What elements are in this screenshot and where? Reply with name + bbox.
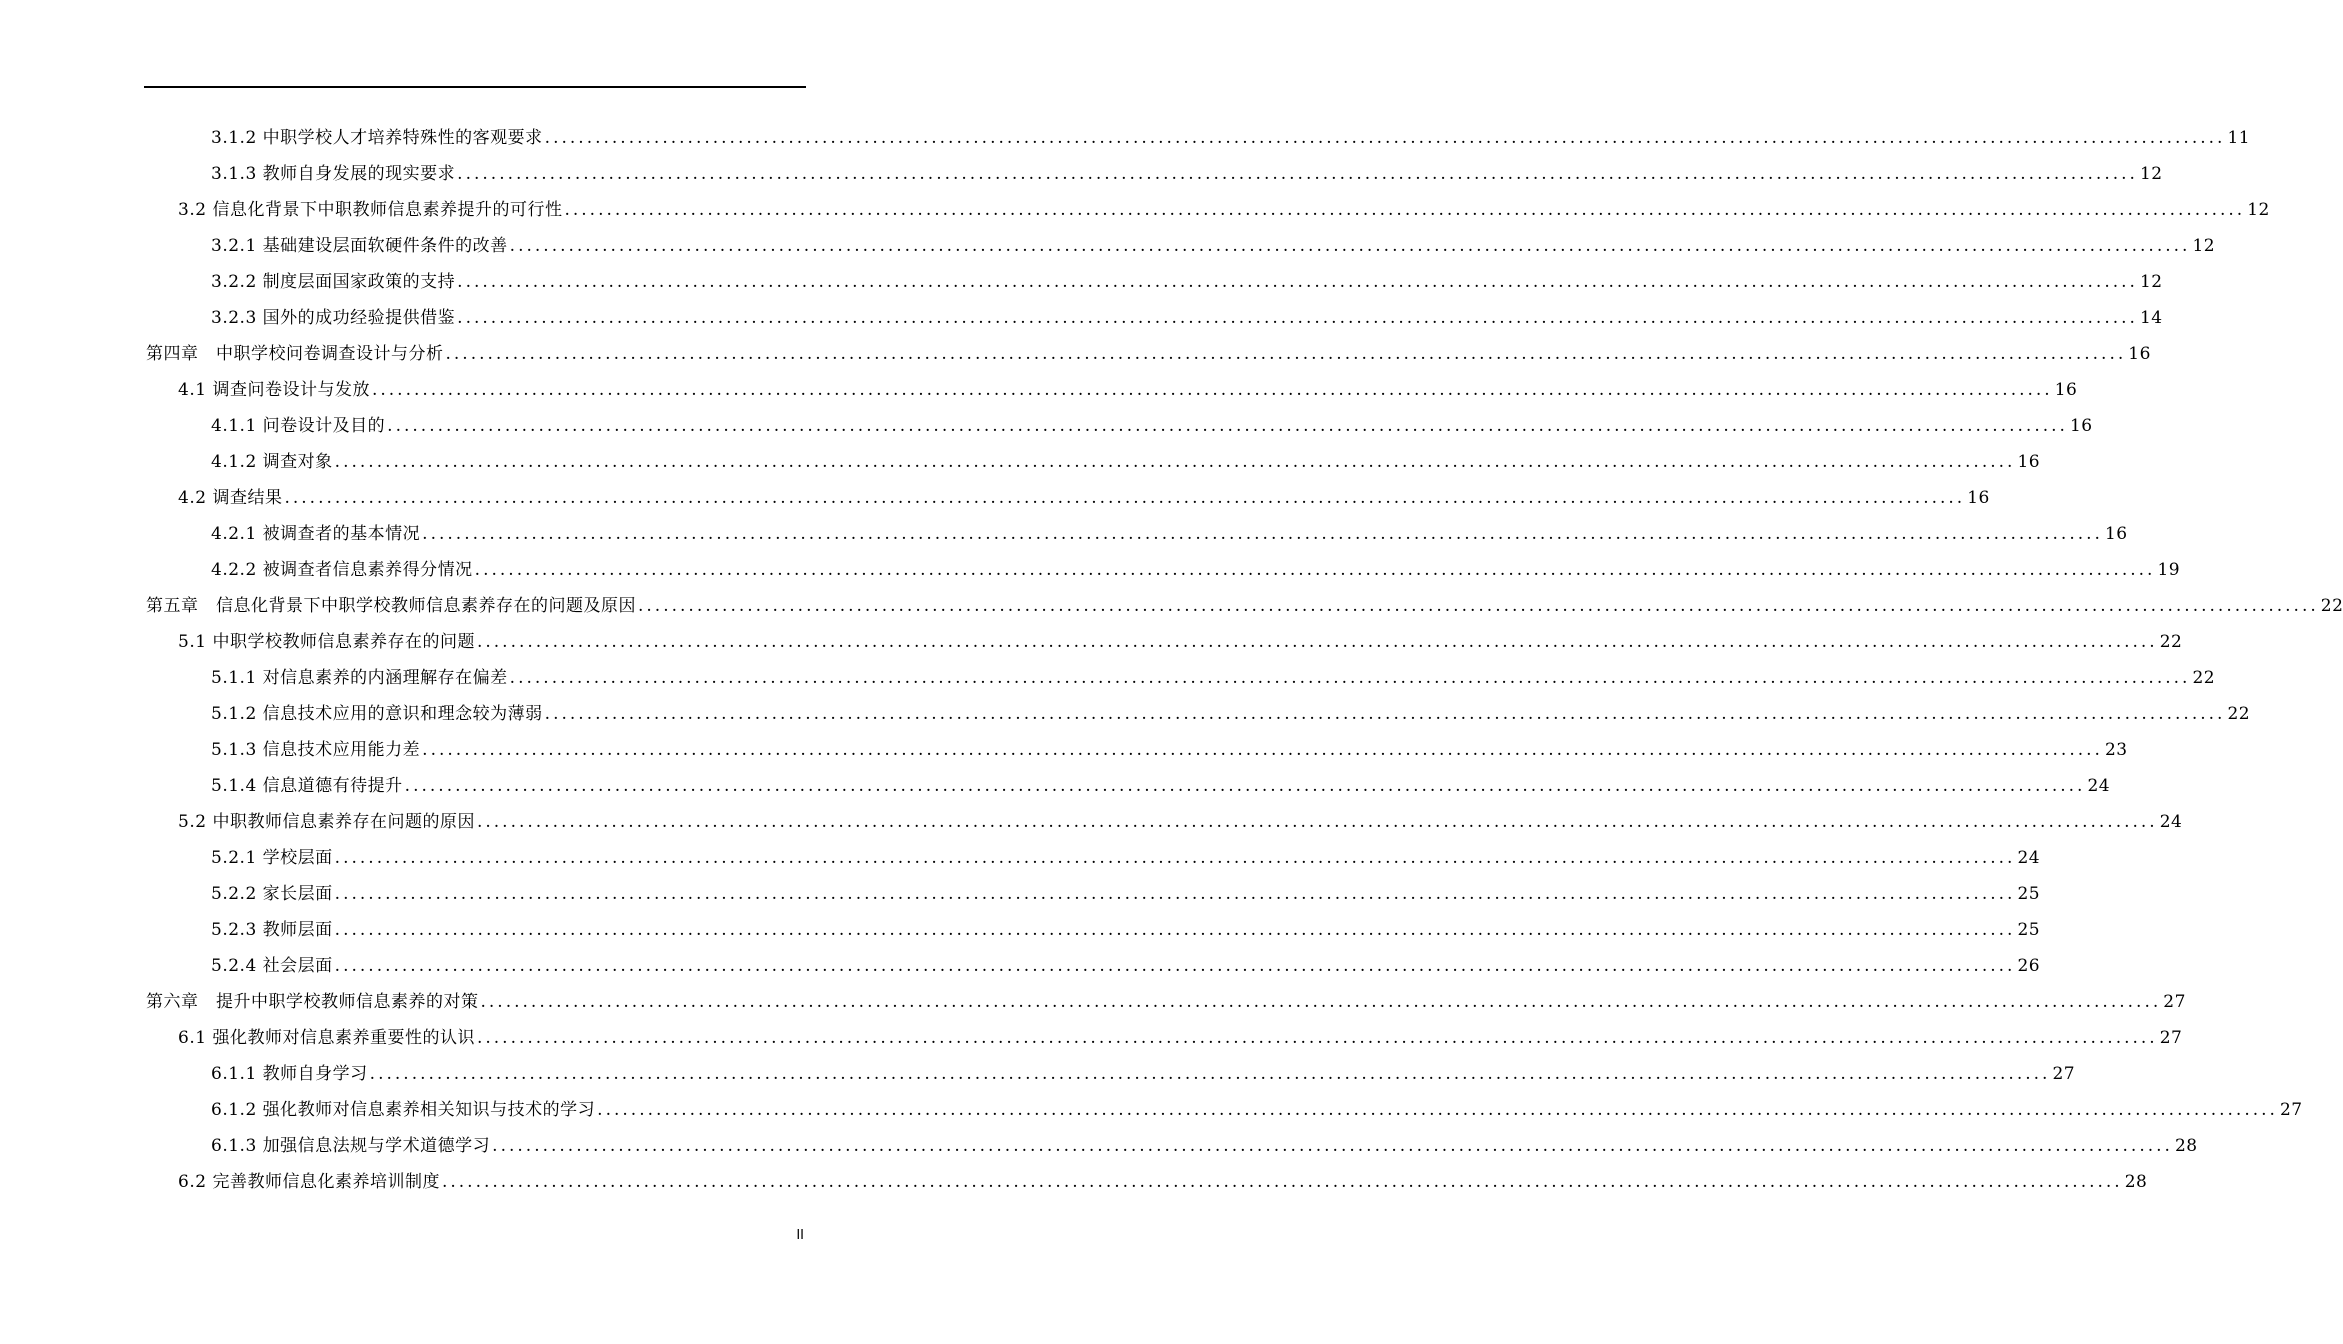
toc-entry-page: 14 [2139,308,2163,328]
toc-entry-title: 3.1.2 中职学校人才培养特殊性的客观要求 [211,128,543,148]
toc-entry[interactable] [178,192,2270,228]
toc-dot-leader: ........................................................................................................................................................................................................ [422,740,2103,760]
toc-entry-page: 22 [2192,668,2216,688]
toc-entry[interactable] [211,840,2041,876]
toc-entry-title: 6.2 完善教师信息化素养培训制度 [178,1172,440,1192]
toc-entry-title: 5.2 中职教师信息素养存在问题的原因 [178,812,475,832]
toc-entry[interactable] [211,732,2128,768]
toc-entry-title: 4.2.2 被调查者信息素养得分情况 [211,560,473,580]
toc-entry[interactable] [211,1128,2198,1164]
toc-dot-leader: ........................................................................................................................................................................................................ [544,128,2226,148]
toc-entry[interactable] [211,912,2041,948]
toc-entry[interactable] [211,228,2216,264]
toc-entry-page: 11 [2227,128,2251,148]
toc-entry-title: 4.1.1 问卷设计及目的 [211,416,386,436]
toc-entry-page: 22 [2159,632,2183,652]
toc-entry-page: 16 [1967,488,1990,508]
toc-entry-title: 4.1.2 调查对象 [211,452,333,472]
toc-dot-leader: ........................................................................................................................................................................................................ [334,920,2016,940]
toc-entry-title: 第四章 中职学校问卷调查设计与分析 [146,344,444,364]
toc-entry-title: 4.1 调查问卷设计与发放 [178,380,370,400]
toc-entry-title: 4.2.1 被调查者的基本情况 [211,524,421,544]
toc-dot-leader: ........................................................................................................................................................................................................ [509,236,2191,256]
page-number: II [796,1228,804,1243]
toc-entry-title: 第六章 提升中职学校教师信息素养的对策 [146,992,479,1012]
toc-entry-title: 5.2.2 家长层面 [211,884,333,904]
toc-entry-title: 5.1.2 信息技术应用的意识和理念较为薄弱 [211,704,543,724]
toc-dot-leader: ........................................................................................................................................................................................................ [387,416,2068,436]
toc-entry[interactable] [211,120,2251,156]
toc-entry[interactable] [146,588,2343,624]
toc-entry-page: 24 [2017,848,2041,868]
toc-entry-page: 25 [2017,920,2041,940]
toc-dot-leader: ........................................................................................................................................................................................................ [369,1064,2051,1084]
toc-entry[interactable] [211,300,2163,336]
toc-entry-title: 第五章 信息化背景下中职学校教师信息素养存在的问题及原因 [146,596,636,616]
toc-entry-title: 3.1.3 教师自身发展的现实要求 [211,164,456,184]
toc-entry-page: 23 [2104,740,2128,760]
toc-entry[interactable] [178,624,2183,660]
toc-entry[interactable] [178,372,2078,408]
toc-dot-leader: ........................................................................................................................................................................................................ [441,1172,2123,1192]
toc-entry-page: 24 [2087,776,2111,796]
toc-dot-leader: ........................................................................................................................................................................................................ [476,632,2158,652]
toc-dot-leader: ........................................................................................................................................................................................................ [492,1136,2173,1156]
toc-entry-page: 16 [2017,452,2041,472]
toc-dot-leader: ........................................................................................................................................................................................................ [334,452,2016,472]
toc-entry[interactable] [211,1092,2303,1128]
toc-entry-page: 12 [2139,164,2163,184]
toc-entry[interactable] [178,1020,2183,1056]
toc-entry-title: 3.2.3 国外的成功经验提供借鉴 [211,308,456,328]
toc-dot-leader: ........................................................................................................................................................................................................ [404,776,2086,796]
toc-dot-leader: ........................................................................................................................................................................................................ [476,812,2158,832]
toc-entry-title: 3.2.2 制度层面国家政策的支持 [211,272,456,292]
toc-entry-page: 12 [2139,272,2163,292]
toc-entry[interactable] [211,660,2216,696]
toc-entry[interactable] [211,948,2041,984]
toc-dot-leader: ........................................................................................................................................................................................................ [480,992,2162,1012]
toc-dot-leader: ........................................................................................................................................................................................................ [422,524,2103,544]
toc-entry[interactable] [211,876,2041,912]
toc-entry-title: 4.2 调查结果 [178,488,283,508]
toc-dot-leader: ........................................................................................................................................................................................................ [597,1100,2278,1120]
header-rule [144,86,806,88]
toc-entry[interactable] [146,984,2186,1020]
toc-entry-page: 27 [2159,1028,2183,1048]
toc-dot-leader: ........................................................................................................................................................................................................ [638,596,2319,616]
toc-entry-page: 16 [2104,524,2128,544]
toc-dot-leader: ........................................................................................................................................................................................................ [476,1028,2158,1048]
toc-entry-page: 12 [2192,236,2216,256]
toc-entry[interactable] [211,408,2093,444]
toc-entry[interactable] [178,1164,2148,1200]
toc-entry-page: 22 [2320,596,2343,616]
toc-dot-leader: ........................................................................................................................................................................................................ [371,380,2053,400]
toc-dot-leader: ........................................................................................................................................................................................................ [334,848,2016,868]
toc-entry[interactable] [211,696,2251,732]
toc-entry[interactable] [178,480,1990,516]
toc-entry[interactable] [146,336,2151,372]
toc-entry[interactable] [211,444,2041,480]
toc-entry-page: 16 [2128,344,2151,364]
toc-entry-page: 24 [2159,812,2183,832]
toc-entry[interactable] [211,552,2181,588]
toc-dot-leader: ........................................................................................................................................................................................................ [284,488,1966,508]
toc-dot-leader: ........................................................................................................................................................................................................ [334,884,2016,904]
toc-dot-leader: ........................................................................................................................................................................................................ [334,956,2016,976]
toc-entry-page: 26 [2017,956,2041,976]
toc-dot-leader: ........................................................................................................................................................................................................ [509,668,2191,688]
toc-dot-leader: ........................................................................................................................................................................................................ [457,164,2138,184]
toc-entry-title: 5.2.3 教师层面 [211,920,333,940]
toc-entry[interactable] [211,264,2163,300]
toc-entry-page: 16 [2054,380,2078,400]
toc-entry-page: 27 [2163,992,2186,1012]
toc-entry-title: 6.1.1 教师自身学习 [211,1064,368,1084]
toc-entry-page: 19 [2157,560,2181,580]
toc-entry[interactable] [178,804,2183,840]
toc-dot-leader: ........................................................................................................................................................................................................ [474,560,2156,580]
toc-entry-title: 5.1.4 信息道德有待提升 [211,776,403,796]
toc-dot-leader: ........................................................................................................................................................................................................ [457,308,2138,328]
toc-dot-leader: ........................................................................................................................................................................................................ [564,200,2246,220]
toc-entry-title: 3.2.1 基础建设层面软硬件条件的改善 [211,236,508,256]
toc-entry-title: 5.1 中职学校教师信息素养存在的问题 [178,632,475,652]
toc-dot-leader: ........................................................................................................................................................................................................ [445,344,2127,364]
toc-entry[interactable] [211,156,2163,192]
toc-entry-title: 5.2.4 社会层面 [211,956,333,976]
toc-entry-title: 6.1.2 强化教师对信息素养相关知识与技术的学习 [211,1100,596,1120]
toc-entry-title: 6.1.3 加强信息法规与学术道德学习 [211,1136,491,1156]
toc-entry-page: 28 [2174,1136,2198,1156]
toc-entry-page: 27 [2279,1100,2303,1120]
toc-entry-title: 3.2 信息化背景下中职教师信息素养提升的可行性 [178,200,563,220]
toc-entry-page: 25 [2017,884,2041,904]
toc-entry-page: 12 [2247,200,2270,220]
toc-entry-page: 22 [2227,704,2251,724]
toc-entry-title: 6.1 强化教师对信息素养重要性的认识 [178,1028,475,1048]
toc-entry-title: 5.2.1 学校层面 [211,848,333,868]
toc-entry-title: 5.1.3 信息技术应用能力差 [211,740,421,760]
toc-entry[interactable] [211,768,2111,804]
toc-entry-page: 27 [2052,1064,2076,1084]
toc-entry-title: 5.1.1 对信息素养的内涵理解存在偏差 [211,668,508,688]
toc-entry-page: 28 [2124,1172,2148,1192]
toc-dot-leader: ........................................................................................................................................................................................................ [544,704,2226,724]
toc-entry-page: 16 [2069,416,2093,436]
toc-entry[interactable] [211,516,2128,552]
toc-entry[interactable] [211,1056,2076,1092]
toc-dot-leader: ........................................................................................................................................................................................................ [457,272,2138,292]
